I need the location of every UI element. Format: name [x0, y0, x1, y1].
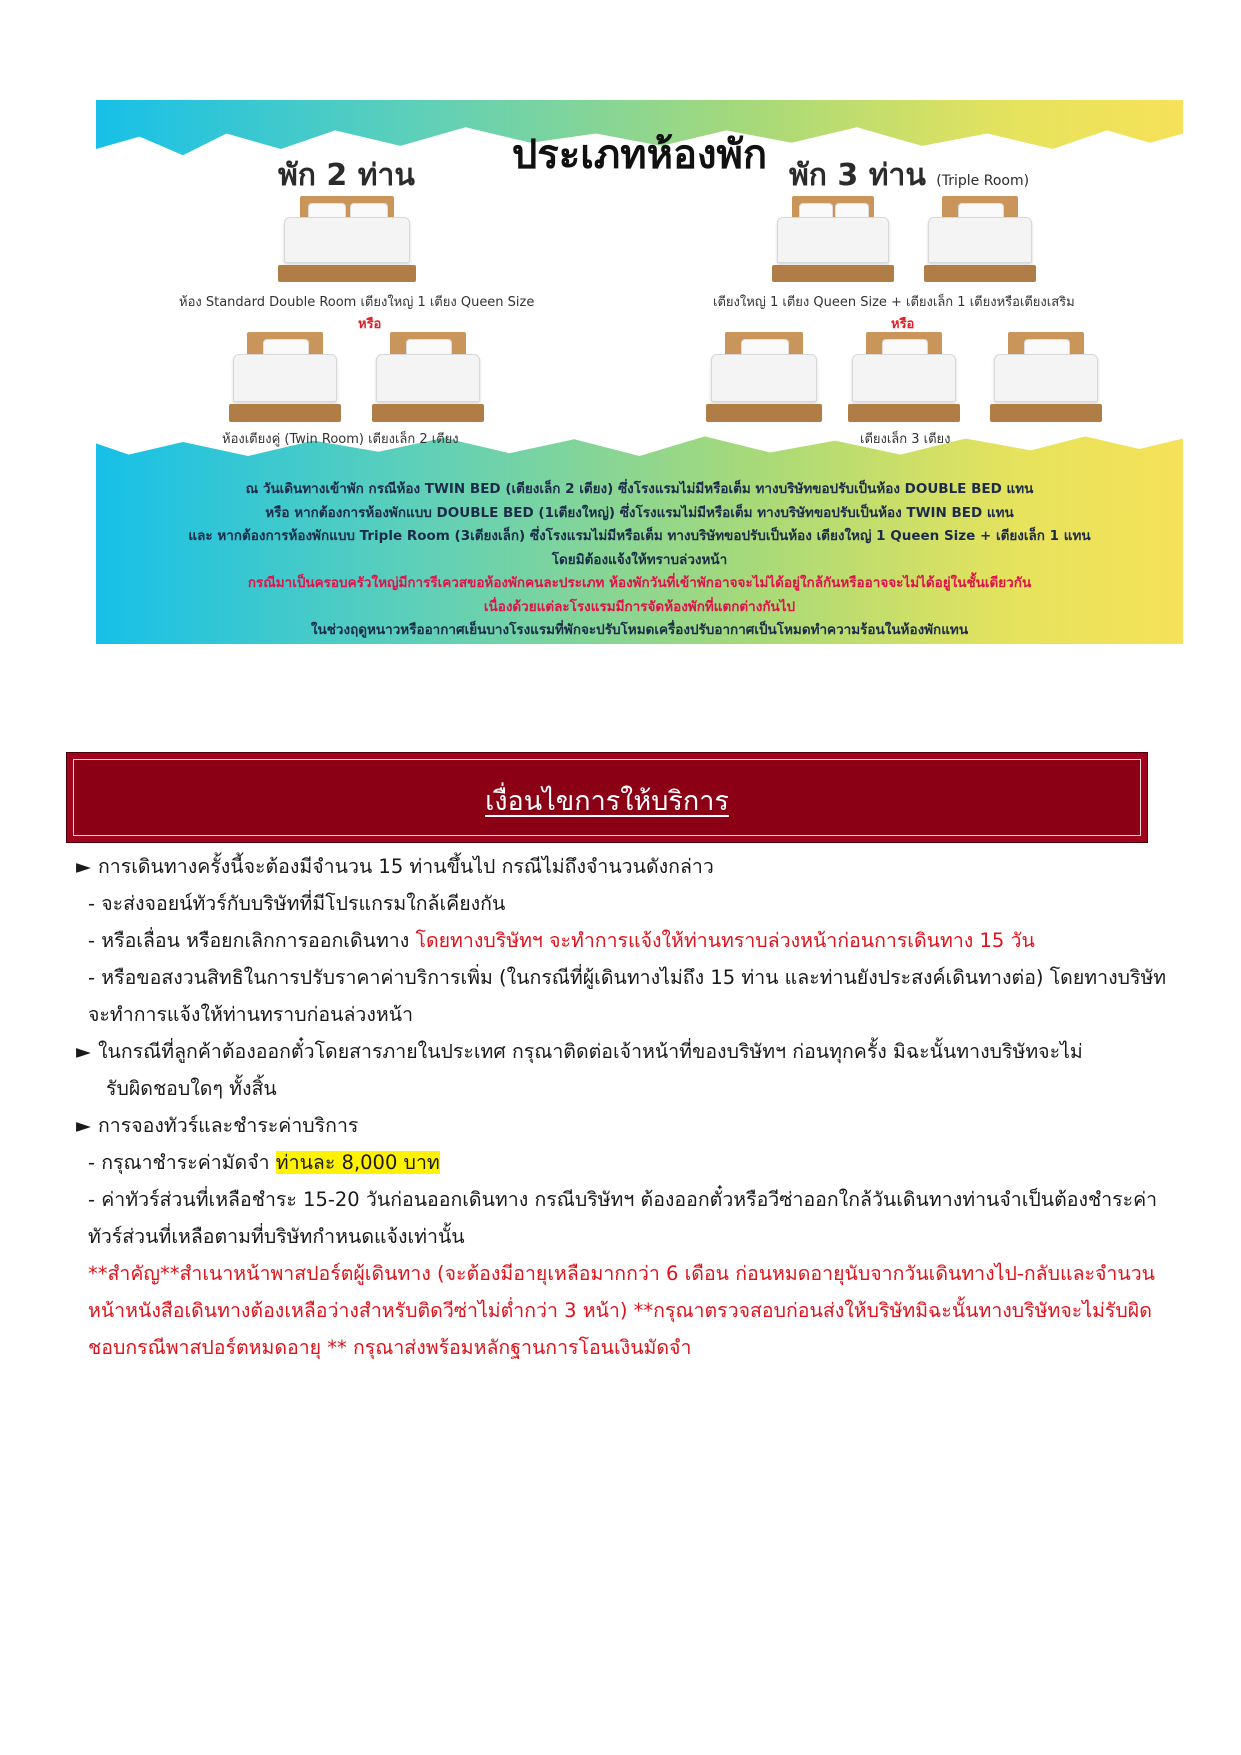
room-types-banner [96, 100, 1183, 644]
banner-warning: เนื่องด้วยแต่ละโรงแรมมีการจัดห้องพักที่แตกต่างกันไป [483, 598, 796, 615]
condition-text: - กรุณาชำระค่ามัดจำ [88, 1151, 270, 1174]
condition-subitem [76, 922, 1174, 959]
single-bed-icon [990, 332, 1102, 422]
condition-text: ในกรณีที่ลูกค้าต้องออกตั๋วโดยสารภายในประเทศ กรุณาติดต่อเจ้าหน้าที่ของบริษัทฯ ก่อนทุกครั้ง มิฉะนั้นทางบริษัทจะไม่ [98, 1040, 1083, 1063]
single-bed-icon [924, 196, 1036, 282]
double-bed-icon [772, 196, 894, 282]
right-heading-text: พัก 3 ท่าน [789, 158, 926, 193]
bullet-arrow-icon: ► [76, 1040, 91, 1063]
condition-text-continued: รับผิดชอบใดๆ ทั้งสิ้น [106, 1077, 277, 1100]
conditions-title: เงื่อนไขการให้บริการ [485, 786, 729, 817]
condition-text: การเดินทางครั้งนี้จะต้องมีจำนวน 15 ท่านขึ้นไป กรณีไม่ถึงจำนวนดังกล่าว [98, 855, 714, 878]
single-bed-icon [372, 332, 484, 422]
right-or: หรือ [891, 317, 915, 332]
banner-note: และ หากต้องการห้องพักแบบ Triple Room (3เตียงเล็ก) ซึ่งโรงแรมไม่มีหรือเต็ม ทางบริษัทขอปรับเป็นห้อง เตียงใหญ่ 1 Queen Size + เตียงเล็ก 1 แทน [188, 528, 1091, 544]
bullet-arrow-icon: ► [76, 1114, 91, 1137]
left-or: หรือ [358, 317, 382, 332]
banner-note: โดยมิต้องแจ้งให้ทราบล่วงหน้า [551, 551, 728, 568]
banner-notes [116, 478, 1163, 643]
right-caption-2: เตียงเล็ก 3 เตียง [860, 432, 951, 447]
deposit-amount-highlight: ท่านละ 8,000 บาท [275, 1151, 440, 1174]
condition-text: การจองทัวร์และชำระค่าบริการ [98, 1114, 359, 1137]
single-bed-icon [848, 332, 960, 422]
left-heading: พัก 2 ท่าน [278, 158, 415, 193]
condition-item [76, 1107, 1174, 1144]
banner-note: ณ วันเดินทางเข้าพัก กรณีห้อง TWIN BED (เตียงเล็ก 2 เตียง) ซึ่งโรงแรมไม่มีหรือเต็ม ทางบริษัทขอปรับเป็นห้อง DOUBLE BED แทน [245, 481, 1034, 497]
banner-note: หรือ หากต้องการห้องพักแบบ DOUBLE BED (1เตียงใหญ่) ซึ่งโรงแรมไม่มีหรือเต็ม ทางบริษัทขอปรับเป็นห้อง TWIN BED แทน [265, 504, 1014, 521]
condition-subitem: - จะส่งจอยน์ทัวร์กับบริษัทที่มีโปรแกรมใกล้เคียงกัน [88, 892, 506, 915]
condition-notice-red: โดยทางบริษัทฯ จะทำการแจ้งให้ท่านทราบล่วงหน้าก่อนการเดินทาง 15 วัน [415, 929, 1035, 952]
left-caption-2: ห้องเตียงคู่ (Twin Room) เตียงเล็ก 2 เตียง [222, 432, 459, 447]
single-bed-icon [706, 332, 822, 422]
condition-subitem: - ค่าทัวร์ส่วนที่เหลือชำระ 15-20 วันก่อนออกเดินทาง กรณีบริษัทฯ ต้องออกตั๋วหรือวีซ่าออกใกล้วันเดินทางท่านจำเป็นต้องชำระค่าทัวร์ส่วนที่เหลือตามที่บริษัทกำหนดแจ้งเท่านั้น [88, 1188, 1158, 1248]
banner-warning: กรณีมาเป็นครอบครัวใหญ่มีการรีเควสขอห้องพักคนละประเภท ห้องพักวันที่เข้าพักอาจจะไม่ได้อยู่ใกล้กันหรืออาจจะไม่ได้อยู่ในชั้นเดียวกัน [247, 575, 1032, 591]
right-heading-note: (Triple Room) [936, 173, 1030, 189]
important-passport-note: **สำคัญ**สำเนาหน้าพาสปอร์ตผู้เดินทาง (จะต้องมีอายุเหลือมากกว่า 6 เดือน ก่อนหมดอายุนับจากวันเดินทางไป-กลับและจำนวนหน้าหนังสือเดินทางต้องเหลือว่างสำหรับติดวีซ่าไม่ต่ำกว่า 3 หน้า) **กรุณาตรวจสอบก่อนส่งให้บริษัทมิฉะนั้นทางบริษัทจะไม่รับผิดชอบกรณีพาสปอร์ตหมดอายุ ** กรุณาส่งพร้อมหลักฐานการโอนเงินมัดจำ [88, 1262, 1155, 1359]
condition-subitem: - หรือขอสงวนสิทธิในการปรับราคาค่าบริการเพิ่ม (ในกรณีที่ผู้เดินทางไม่ถึง 15 ท่าน และท่านยังประสงค์เดินทางต่อ) โดยทางบริษัทจะทำการแจ้งให้ท่านทราบก่อนล่วงหน้า [88, 966, 1167, 1026]
condition-item [76, 1033, 1174, 1070]
right-caption-1: เตียงใหญ่ 1 เตียง Queen Size + เตียงเล็ก 1 เตียงหรือเตียงเสริม [713, 295, 1075, 310]
banner-title: ประเภทห้องพัก [511, 132, 768, 178]
single-bed-icon [229, 332, 341, 422]
right-heading [789, 152, 1029, 199]
condition-text: - หรือเลื่อน หรือยกเลิกการออกเดินทาง [88, 929, 410, 952]
banner-footer-note: ในช่วงฤดูหนาวหรืออากาศเย็นบางโรงแรมที่พักจะปรับโหมดเครื่องปรับอากาศเป็นโหมดทำความร้อนในห้องพักแทน [310, 622, 969, 638]
condition-subitem [76, 1144, 1174, 1181]
double-bed-icon [278, 196, 416, 282]
condition-item [76, 848, 1174, 885]
conditions-list [76, 848, 1174, 1366]
bullet-arrow-icon: ► [76, 855, 91, 878]
left-caption-1: ห้อง Standard Double Room เตียงใหญ่ 1 เตียง Queen Size [179, 295, 535, 310]
conditions-heading-bar [66, 752, 1148, 843]
